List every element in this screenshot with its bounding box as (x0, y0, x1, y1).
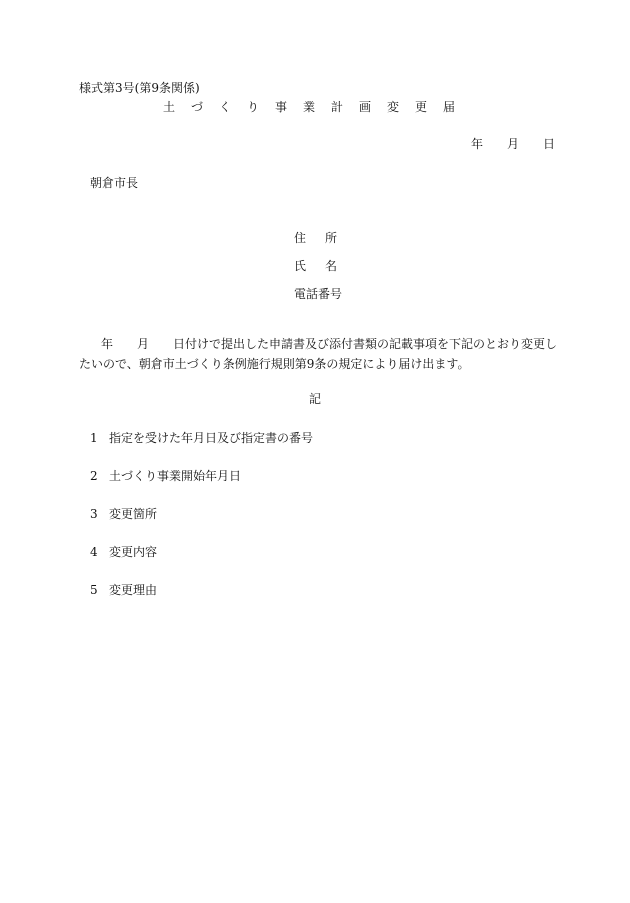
body-line-2: たいので、朝倉市土づくり条例施行規則第9条の規定により届け出ます。 (79, 357, 470, 371)
applicant-name-label: 氏名 (294, 259, 357, 273)
list-item (90, 582, 313, 598)
item-label: 変更内容 (109, 545, 158, 559)
notification-body (79, 334, 558, 374)
addressee: 朝倉市長 (90, 176, 139, 190)
item-label: 土づくり事業開始年月日 (109, 469, 242, 483)
date-month-label: 月 (507, 137, 520, 151)
applicant-phone-label: 電話番号 (294, 287, 343, 301)
item-number: 3 (90, 507, 98, 521)
item-list (90, 430, 313, 620)
applicant-block (294, 230, 356, 314)
list-item (90, 468, 313, 484)
item-number: 4 (90, 545, 98, 559)
item-label: 指定を受けた年月日及び指定書の番号 (109, 431, 314, 445)
item-number: 5 (90, 583, 98, 597)
list-item (90, 544, 313, 560)
document-title: 土づくり事業計画変更届 (163, 100, 472, 114)
item-label: 変更理由 (109, 583, 158, 597)
ki-heading: 記 (309, 392, 322, 406)
item-number: 1 (90, 431, 98, 445)
date-year-label: 年 (471, 137, 484, 151)
item-number: 2 (90, 469, 98, 483)
body-line-1 (79, 334, 558, 354)
applicant-address-label: 住所 (294, 231, 357, 245)
submission-date (471, 136, 555, 152)
body-month-label: 月 (137, 337, 150, 351)
form-number: 様式第3号(第9条関係) (79, 81, 200, 95)
list-item (90, 506, 313, 522)
list-item (90, 430, 313, 446)
body-year-label: 年 (101, 337, 114, 351)
body-line-1-text: 日付けで提出した申請書及び添付書類の記載事項を下記のとおり変更し (173, 337, 558, 351)
item-label: 変更箇所 (109, 507, 158, 521)
date-day-label: 日 (543, 137, 556, 151)
